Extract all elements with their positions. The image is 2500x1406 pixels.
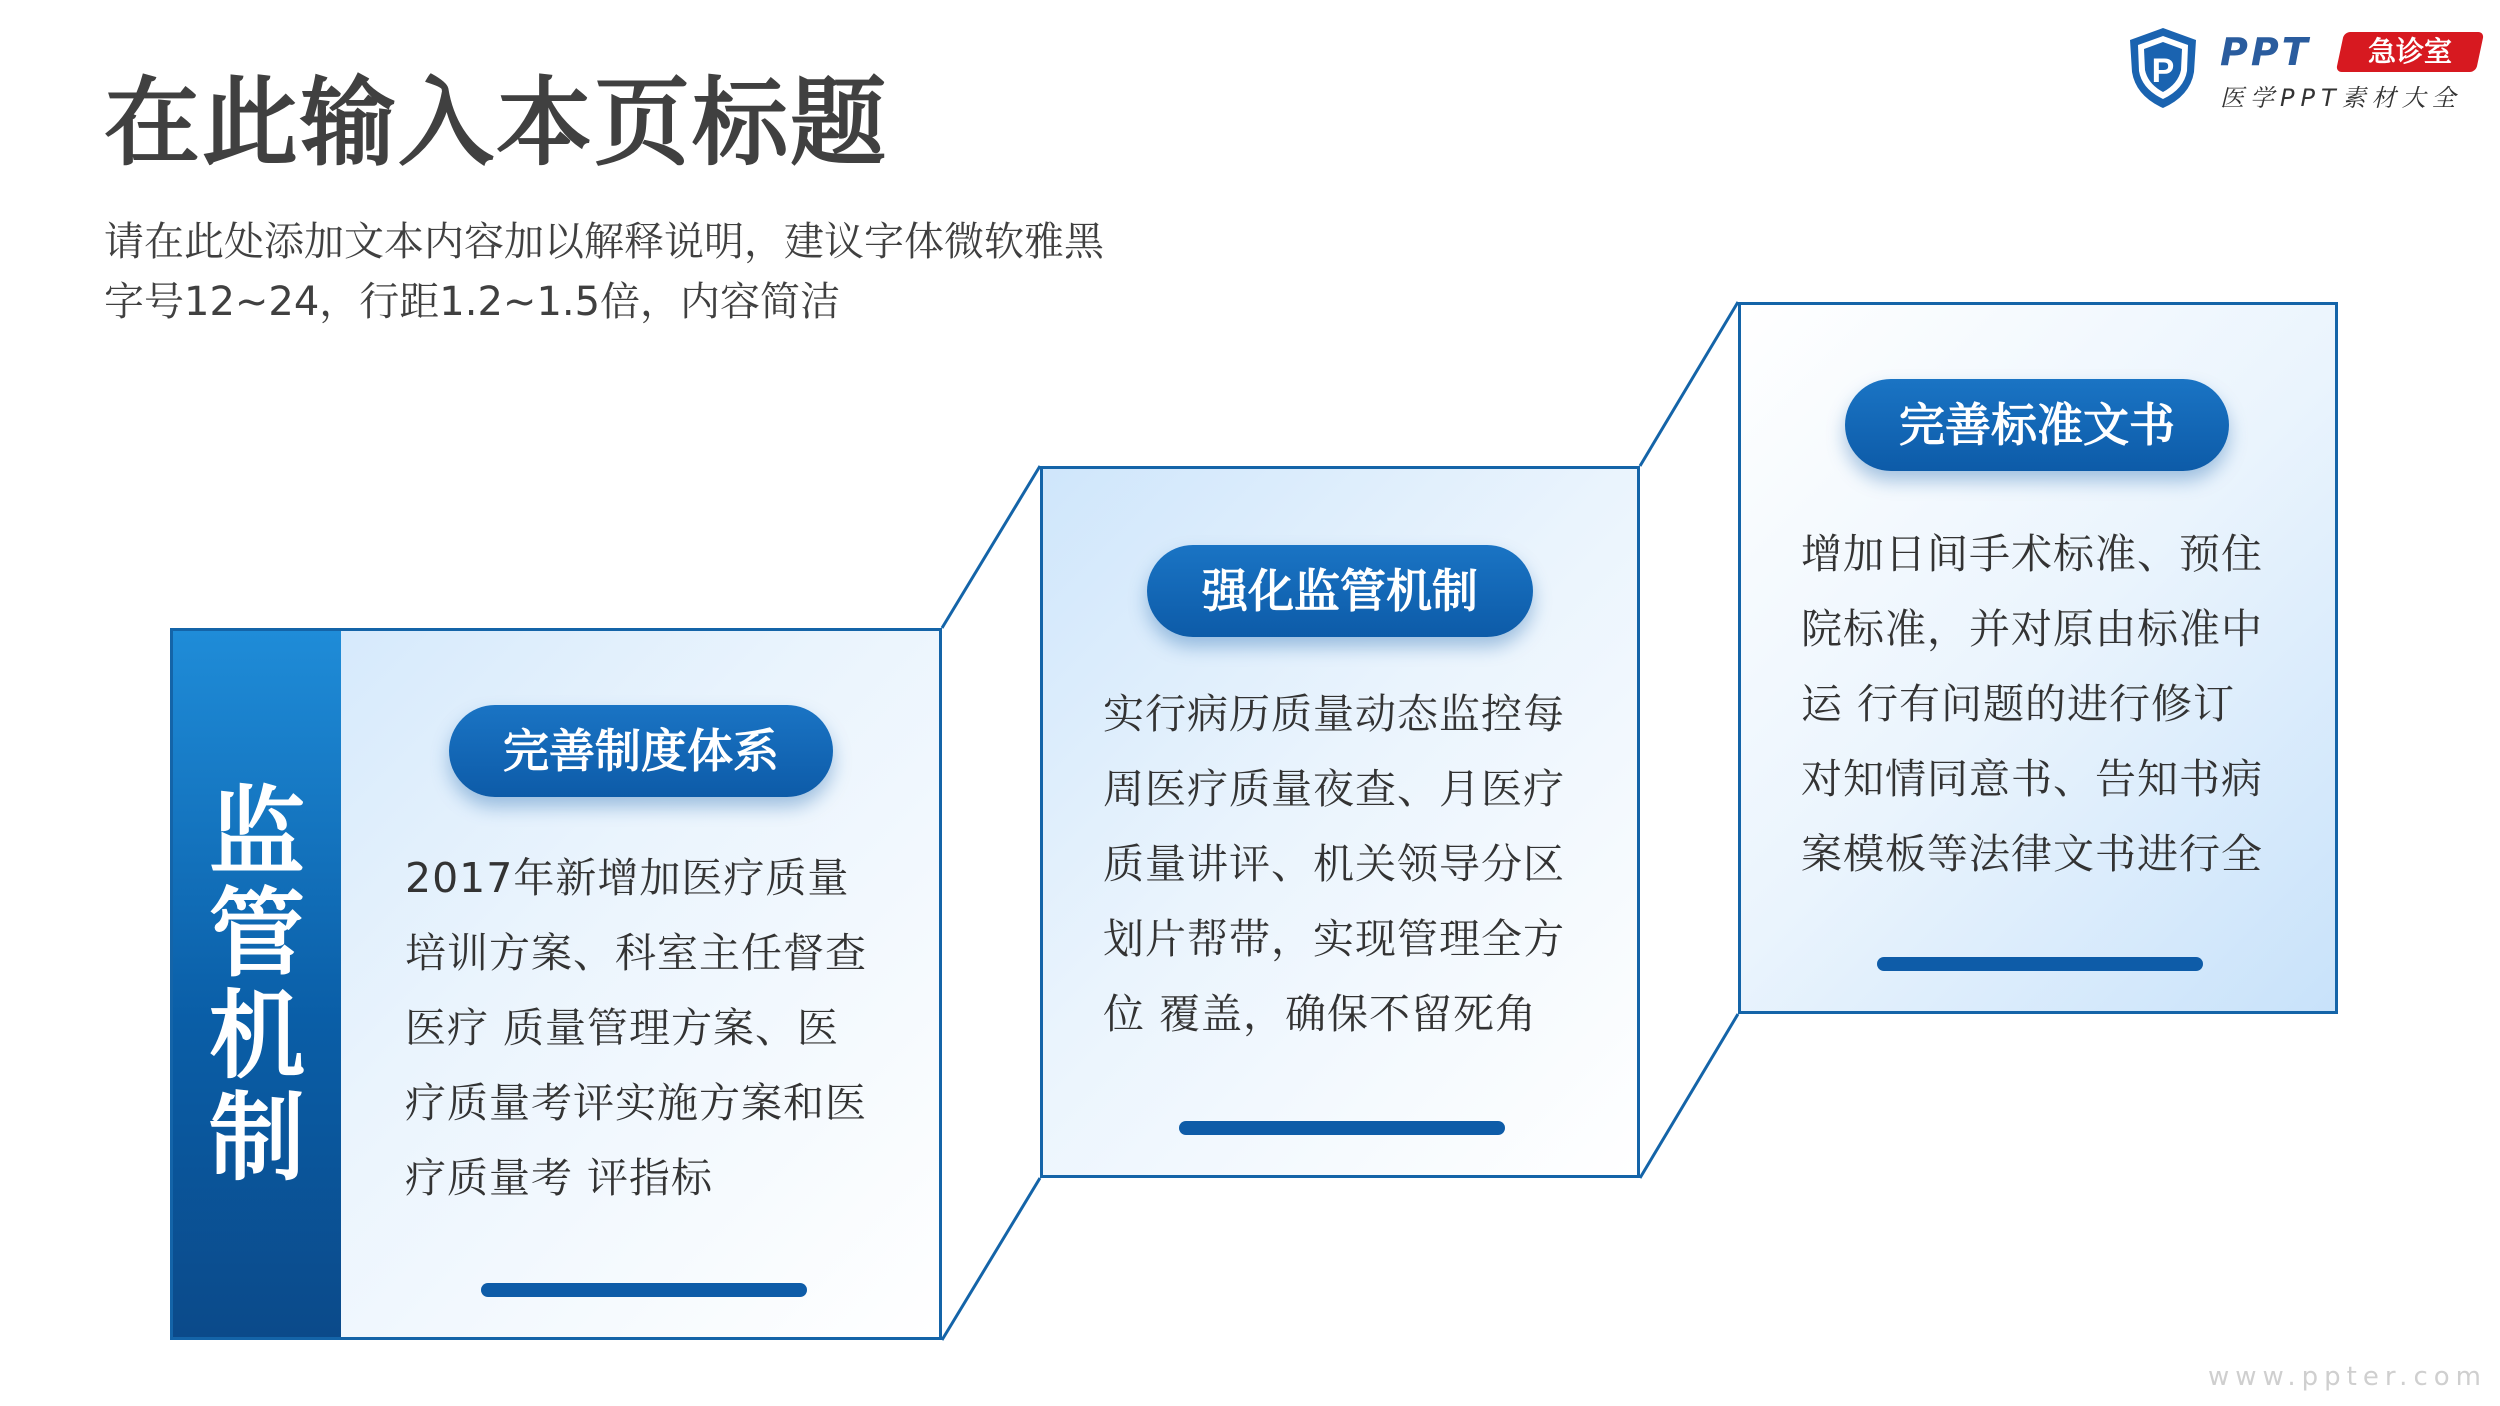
body-line: 院标准，并对原由标准中 [1801, 605, 2263, 653]
panel-1 [170, 628, 942, 1340]
body-line: 增加日间手术标准、预住 [1801, 530, 2263, 578]
body-line: 2017年新增加医疗质量 [405, 854, 850, 902]
watermark: www.ppter.com [2208, 1362, 2487, 1392]
side-label-char: 制 [209, 1082, 305, 1194]
body-line: 案模板等法律文书进行全 [1801, 830, 2263, 878]
panel-heading: 完善标准文书 [1845, 379, 2229, 471]
body-line: 培训方案、科室主任督查 [405, 929, 867, 977]
side-label-char: 管 [209, 878, 305, 990]
panel-heading: 强化监管机制 [1147, 545, 1533, 637]
body-line: 周医疗质量夜查、月医疗 [1103, 765, 1565, 813]
panel-body [1103, 677, 1603, 1052]
body-line: 疗质量考 评指标 [405, 1154, 714, 1202]
body-line: 运 行有问题的进行修订 [1801, 680, 2236, 728]
body-line: 疗质量考评实施方案和医 [405, 1079, 867, 1127]
panel-body [1801, 517, 2301, 892]
subtitle-line: 请在此处添加文本内容加以解释说明，建议字体微软雅黑 [104, 219, 1104, 265]
body-line: 医疗 质量管理方案、医 [405, 1004, 840, 1052]
panel-3 [1738, 302, 2338, 1014]
side-label-char: 机 [209, 980, 305, 1092]
page-title: 在此输入本页标题 [104, 67, 888, 179]
accent-bar [1877, 957, 2203, 971]
panel-heading: 完善制度体系 [449, 705, 833, 797]
body-line: 实行病历质量动态监控每 [1103, 690, 1565, 738]
accent-bar [1179, 1121, 1505, 1135]
logo-subtext: 医学PPT素材大全 [2220, 84, 2462, 112]
panel-2 [1040, 466, 1640, 1178]
svg-text:P: P [2151, 52, 2175, 90]
body-line: 质量讲评、机关领导分区 [1103, 840, 1565, 888]
logo-text: PPT [2220, 30, 2311, 74]
side-label [173, 776, 341, 1194]
panel-body [405, 841, 905, 1216]
accent-bar [481, 1283, 807, 1297]
body-line: 划片帮带，实现管理全方 [1103, 915, 1565, 963]
body-line: 对知情同意书、告知书病 [1801, 755, 2263, 803]
side-bar [173, 631, 341, 1337]
body-line: 位 覆盖，确保不留死角 [1103, 990, 1538, 1038]
subtitle-line: 字号12~24，行距1.2~1.5倍，内容简洁 [104, 279, 841, 325]
side-label-char: 监 [209, 776, 305, 888]
logo-badge-text: 急诊室 [2367, 35, 2452, 68]
